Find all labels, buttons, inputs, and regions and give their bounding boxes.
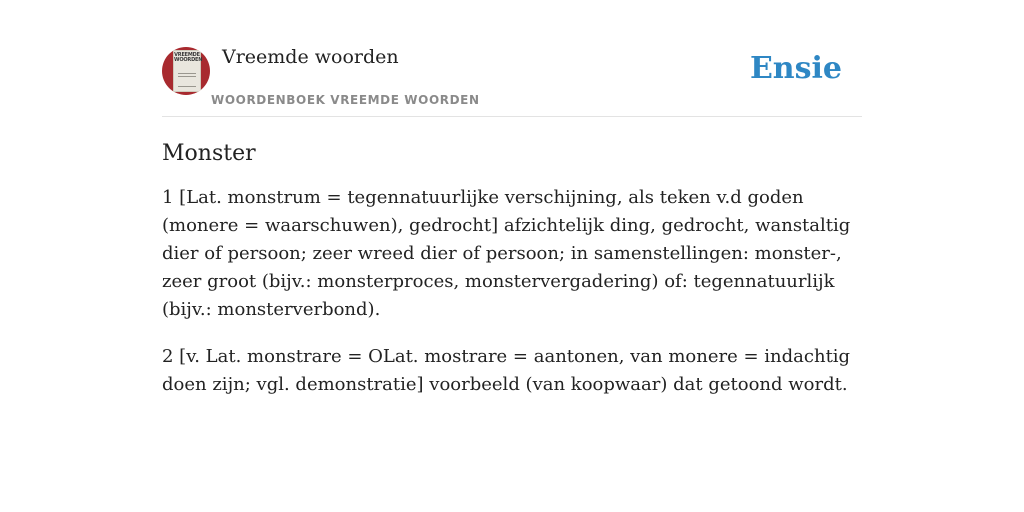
definition-paragraph: 2 [v. Lat. monstrare = OLat. mostrare = aantonen, van monere = indachtig doen zijn; vgl. demonstratie] voorbeeld (van koopwaar) dat getoond wordt. <box>162 346 851 395</box>
source-subtitle: WOORDENBOEK VREEMDE WOORDEN <box>211 93 480 107</box>
source-header <box>162 44 862 117</box>
book-cover-line <box>178 76 196 77</box>
book-cover-icon <box>173 50 201 92</box>
book-cover-line <box>178 86 196 87</box>
entry-title: Monster <box>162 141 256 166</box>
source-avatar[interactable] <box>162 47 210 95</box>
source-title-link[interactable]: Vreemde woorden <box>222 46 399 68</box>
book-cover-title: VREEMDE WOORDEN <box>174 52 203 63</box>
book-cover-line <box>178 73 196 74</box>
ensie-logo[interactable]: Ensie <box>749 51 842 86</box>
entry-content <box>162 138 862 418</box>
definition-paragraph: 1 [Lat. monstrum = tegennatuurlijke verschijning, als teken v.d goden (monere = waarschuwen), gedrocht] afzichtelijk ding, gedrocht, wanstaltig dier of persoon; zeer wreed dier of persoon; in samenstellingen: monster-, zeer groot (bijv.: monsterproces, monstervergadering) of: tegennatuurlijk (bijv.: monsterverbond). <box>162 187 851 320</box>
